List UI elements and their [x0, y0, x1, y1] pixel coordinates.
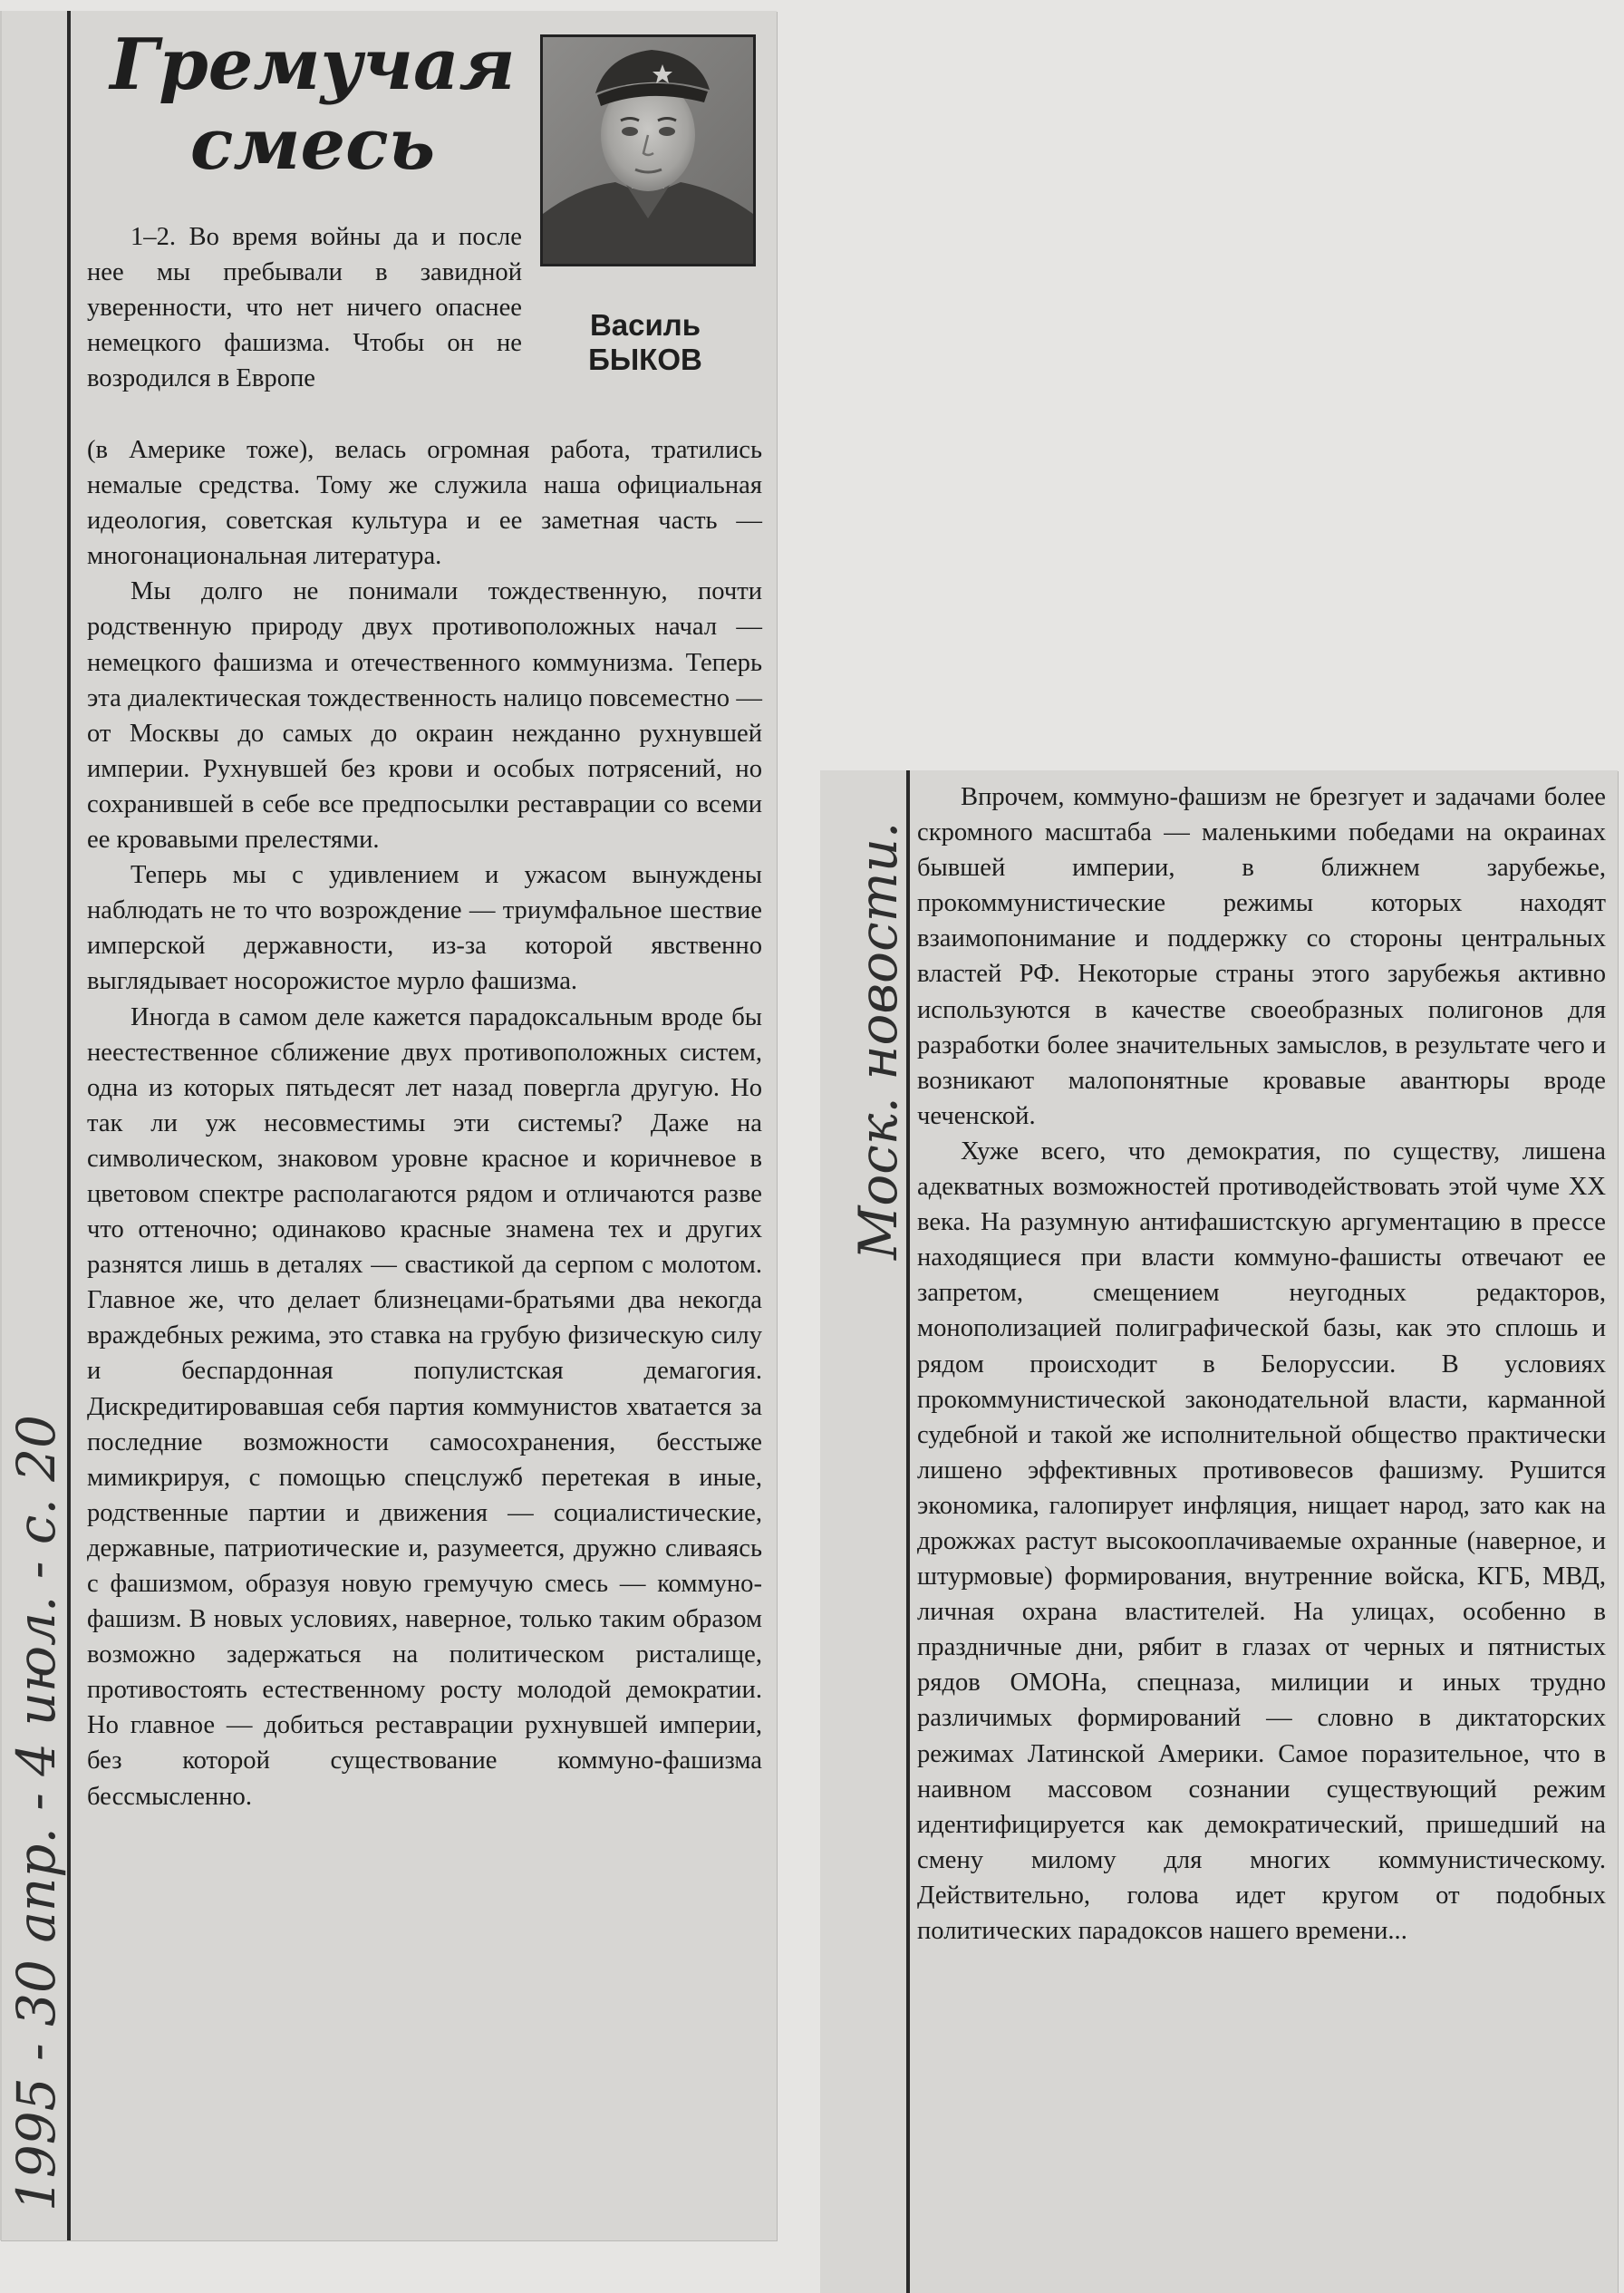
- author-byline: [540, 308, 750, 377]
- paragraph: Хуже всего, что демократия, по существу, лишена адекватных возможностей противодействовать этой чуме XX века. На разумную антифашистскую аргументацию в прессе находящиеся при власти коммуно-фашисты отвечают ее запретом, смещением неугодных редакторов, монополизацией полиграфической базы, как это сплошь и рядом происходит в Белоруссии. В условиях прокоммунистической законодательной власти, карманной судебной и такой же исполнительной общество практически лишено эффективных противовесов фашизму. Рушится экономика, галопирует инфляция, нищает народ, зато как на дрожжах растут высокооплачиваемые охранные (наверное, и штурмовые) формирования, внутренние войска, КГБ, МВД, личная охрана властителей. На улицах, особенно в праздничные дни, рябит в глазах от черных и пятнистых рядов ОМОНа, спецназа, милиции и иных трудно различимых формирований — словно в диктаторских режимах Латинской Америки. Самое поразительное, что в наивном массовом сознании существующий режим идентифицируется как демократический, пришедший на смену милому для многих коммунистическому. Действительно, голова идет кругом от подобных политических парадоксов нашего времени...: [917, 1137, 1606, 1945]
- article-lead: [87, 219, 522, 396]
- column-rule: [67, 11, 71, 2240]
- article-headline: [104, 25, 521, 185]
- headline-line-2: смесь: [189, 103, 436, 186]
- handwritten-source-note: Моск. новости.: [847, 821, 909, 1260]
- lead-paragraph: 1–2. Во время войны да и после нее мы пребывали в завидной уверенности, что нет ничего опаснее немецкого фашизма. Чтобы он не возродился в Европе: [87, 223, 522, 393]
- paragraph: Теперь мы с удивлением и ужасом вынуждены наблюдать не то что возрождение — триумфальное шествие имперской державности, из-за которой явственно выглядывает носорожистое мурло фашизма.: [87, 861, 762, 996]
- headline-line-1: Гремучая: [110, 24, 516, 106]
- author-last-name: БЫКОВ: [588, 343, 702, 376]
- article-right-column: [917, 779, 1606, 1949]
- paragraph: Мы долго не понимали тождественную, почти родственную природу двух противоположных начал — немецкого фашизма и отечественного коммунизма. Теперь эта диалектическая тождественность налицо повсеместно — от Москвы до самых до окраин нежданно рухнувшей империи. Рухнувшей без крови и особых потрясений, но сохранившей в себе все предпосылки реставрации со всеми ее кровавыми прелестями.: [87, 577, 762, 855]
- paragraph: Иногда в самом деле кажется парадоксальным вроде бы неестественное сближение двух противоположных систем, одна из которых пятьдесят лет назад повергла другую. Но так ли уж несовместимы эти системы? Даже на символическом, знаковом уровне красное и коричневое в цветовом спектре располагаются рядом и отличаются разве что оттеночно; одинаково красные знамена тех и других разнятся лишь в деталях — свастикой да серпом с молотом. Главное же, что делает близнецами-братьями два некогда враждебных режима, это ставка на грубую физическую силу и беспардонная популистская демагогия. Дискредитировавшая себя партия коммунистов хватается за последние возможности самосохранения, бесстыже мимикрируя, с помощью спецслужб перетекая в иные, родственные партии и движения — социалистические, державные, патриотические и, разумеется, дружно сливаясь с фашизмом, образуя новую гремучую смесь — коммуно-фашизм. В новых условиях, наверное, только таким образом возможно задержаться на политическом ристалище, противостоять естественному росту молодой демократии. Но главное — добиться реставрации рухнувшей империи, без которой существование коммуно-фашизма бессмысленно.: [87, 1002, 762, 1811]
- handwritten-date-note: 1995 - 30 апр. - 4 июл. - с. 20: [5, 1414, 67, 2211]
- author-portrait-image: [543, 37, 753, 264]
- author-photo: [540, 34, 756, 266]
- article-left-column: [87, 432, 762, 1814]
- paragraph: (в Америке тоже), велась огромная работа, тратились немалые средства. Тому же служила наша официальная идеология, советская культура и ее заметная часть — многонациональная литература.: [87, 436, 762, 571]
- author-first-name: Василь: [589, 308, 701, 342]
- paragraph: Впрочем, коммуно-фашизм не брезгует и задачами более скромного масштаба — маленькими победами на окраинах бывшей империи, в ближнем зарубежье, прокоммунистические режимы которых находят взаимопонимание и поддержку со стороны центральных властей РФ. Некоторые страны этого зарубежья активно используются в качестве своеобразных полигонов для разработки более значительных замыслов, в результате чего и возникают малопонятные кровавые авантюры вроде чеченской.: [917, 783, 1606, 1130]
